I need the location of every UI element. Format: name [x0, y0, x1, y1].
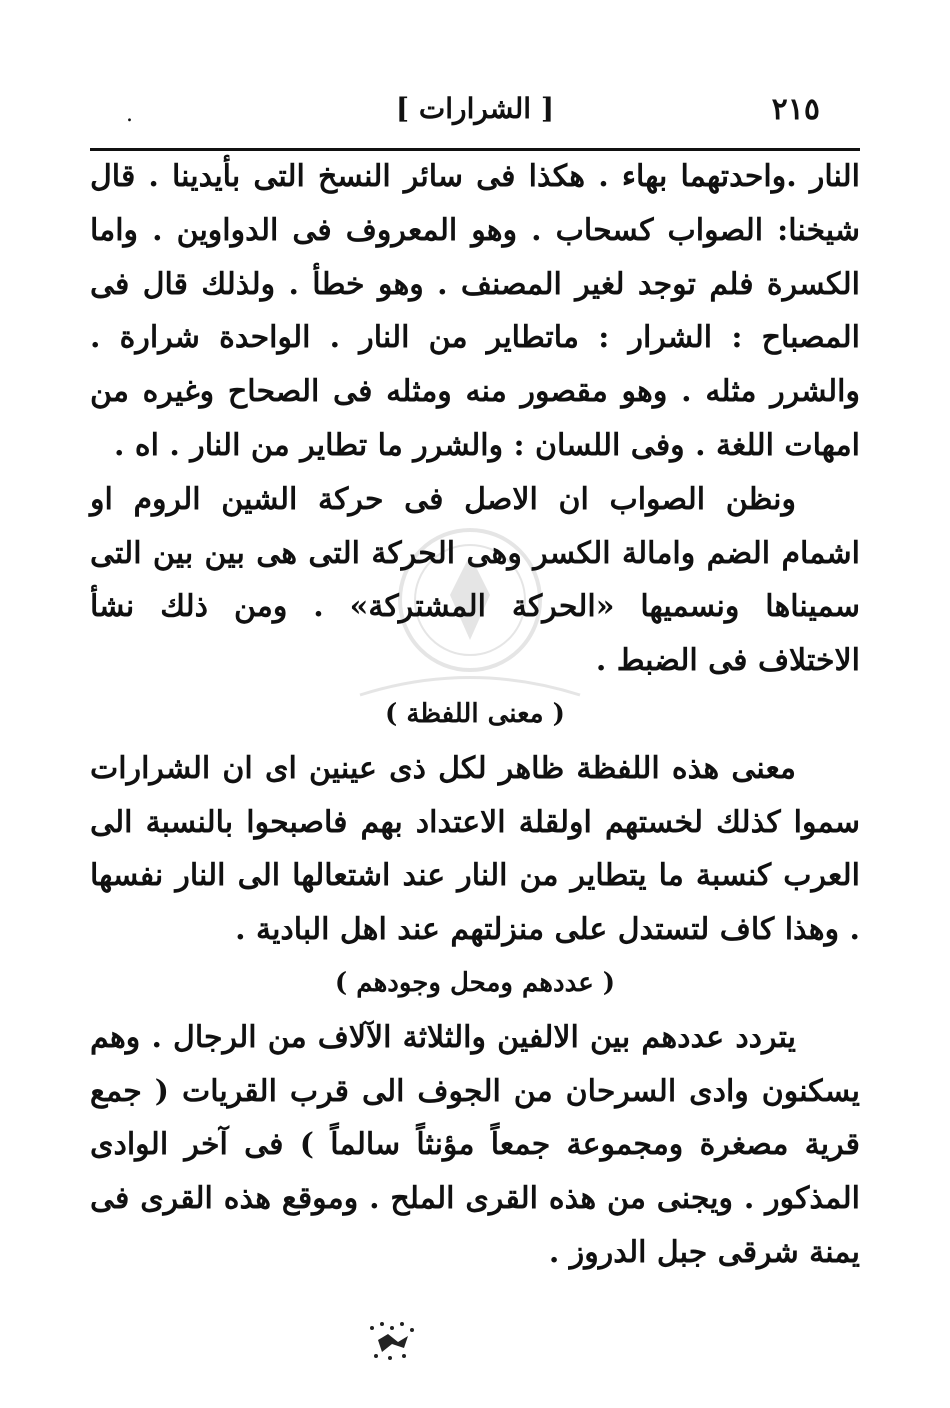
page-header: [90, 92, 860, 132]
page-number: ٢١٥: [771, 92, 820, 127]
section-heading-numbers: ( عددهم ومحل وجودهم ): [334, 967, 616, 998]
section-heading-meaning: ( معنى اللفظة ): [385, 698, 565, 729]
paragraph-3: معنى هذه اللفظة ظاهر لكل ذى عينين اى ان الشرارات سموا كذلك لخستهم اولقلة الاعتداد بهم فاصبحوا بالنسبة الى العرب كنسبة ما يتطاير من النار عند اشتعالها الى النار نفسها . وهذا كاف لتستدل على منزلتهم عند اهل البادية .: [90, 750, 860, 948]
header-dot: .: [126, 102, 133, 127]
paragraph-2: ونظن الصواب ان الاصل فى حركة الشين الروم او اشمام الضم وامالة الكسر وهى الحركة التى هى بين بين التى سميناها ونسميها «الحركة المشتركة» . ومن ذلك نشأ الاختلاف فى الضبط .: [90, 481, 860, 679]
paragraph-4: يتردد عددهم بين الالفين والثلاثة الآلاف من الرجال . وهم يسكنون وادى السرحان من الجوف الى قرب القريات ( جمع قرية مصغرة ومجموعة جمعاً مؤنثاً سالماً ) فى آخر الوادى المذكور . ويجنى من هذه القرى الملح . وموقع هذه القرى فى يمنة شرقى جبل الدروز .: [90, 1019, 860, 1270]
page-body: [90, 150, 860, 1280]
running-title: [ الشرارات ]: [395, 92, 555, 125]
paragraph-1: النار .واحدتهما بهاء . هكذا فى سائر النسخ التى بأيدينا . قال شيخنا: الصواب كسحاب . وهو المعروف فى الدواوين . واما الكسرة فلم توجد لغير المصنف . وهو خطأ . ولذلك قال فى المصباح : الشرار : ماتطاير من النار . الواحدة شرارة . والشرر مثله . وهو مقصور منه ومثله فى الصحاح وغيره من امهات اللغة . وفى اللسان : والشرر ما تطاير من النار . اه .: [90, 159, 860, 463]
end-ornament-icon: [358, 1318, 428, 1364]
